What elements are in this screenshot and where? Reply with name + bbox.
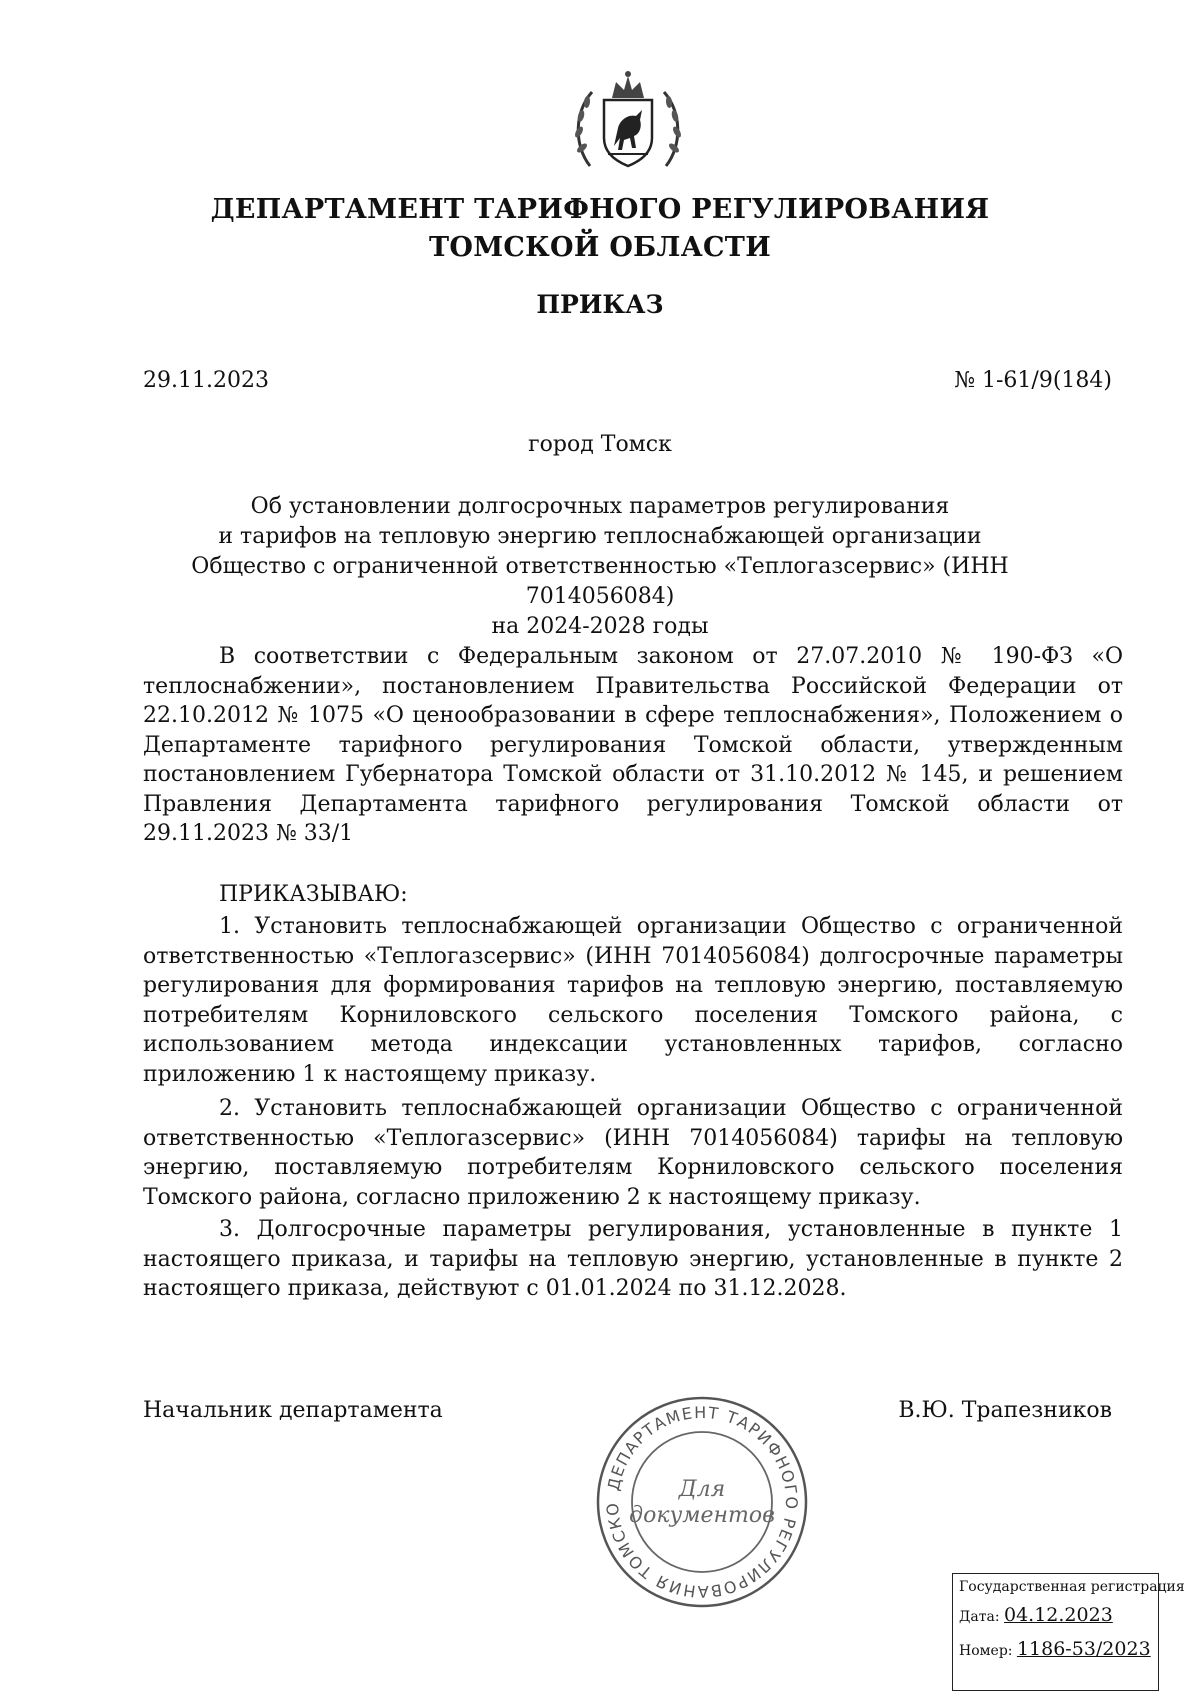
signatory-position: Начальник департамента xyxy=(143,1398,443,1423)
order-date: 29.11.2023 xyxy=(143,368,269,393)
subject-line: на 2024-2028 годы xyxy=(491,614,709,639)
official-stamp xyxy=(592,1392,812,1612)
registration-date-value: 04.12.2023 xyxy=(1004,1604,1113,1626)
order-item-1: 1. Установить теплоснабжающей организации Общество с ограниченной ответственностью «Теплогазсервис» (ИНН 7014056084) долгосрочные параметры регулирования для формирования тарифов на тепловую энергию, поставляемую потребителям Корниловского сельского поселения Томского района, с использованием метода индексации установленных тарифов, согласно приложению 1 к настоящему приказу. xyxy=(143,914,1123,1087)
signatory-name: В.Ю. Трапезников xyxy=(898,1398,1112,1423)
registration-date-label: Дата: xyxy=(959,1609,1000,1625)
legal-basis-paragraph: В соответствии с Федеральным законом от 27.07.2010 № 190-ФЗ «О теплоснабжении», постановлением Правительства Российской Федерации от 22.10.2012 № 1075 «О ценообразовании в сфере теплоснабжения», Положением о Департаменте тарифного регулирования Томской области, утвержденным постановлением Губернатора Томской области от 31.10.2012 № 145, и решением Правления Департамента тарифного регулирования Томской области от 29.11.2023 № 33/1 xyxy=(143,644,1123,846)
department-name-line2: ТОМСКОЙ ОБЛАСТИ xyxy=(428,232,772,263)
registration-number-value: 1186-53/2023 xyxy=(1016,1638,1151,1660)
stamp-ring-text: ДЕПАРТАМЕНТ ТАРИФНОГО РЕГУЛИРОВАНИЯ ТОМСКО xyxy=(602,1402,802,1602)
stamp-center-line1: Для xyxy=(678,1477,726,1502)
order-number: № 1-61/9(184) xyxy=(954,368,1112,393)
subject-line: Общество с ограниченной ответственностью «Теплогазсервис» (ИНН 7014056084) xyxy=(191,554,1009,609)
order-subject xyxy=(130,492,1070,642)
document-type-title: ПРИКАЗ xyxy=(536,290,664,319)
registration-box xyxy=(952,1573,1185,1691)
order-item-2: 2. Установить теплоснабжающей организации Общество с ограниченной ответственностью «Теплогазсервис» (ИНН 7014056084) тарифы на тепловую энергию, поставляемую потребителям Корниловского сельского поселения Томского района, согласно приложению 2 к настоящему приказу. xyxy=(143,1096,1123,1210)
coat-of-arms-emblem xyxy=(568,68,688,176)
stamp-center-line2: документов xyxy=(629,1503,775,1528)
issue-city: город Томск xyxy=(528,432,672,457)
registration-title: Государственная регистрация xyxy=(959,1579,1185,1595)
subject-line: и тарифов на тепловую энергию теплоснабжающей организации xyxy=(218,524,982,549)
decree-word: ПРИКАЗЫВАЮ: xyxy=(219,882,408,907)
registration-number-label: Номер: xyxy=(959,1643,1013,1659)
department-name-line1: ДЕПАРТАМЕНТ ТАРИФНОГО РЕГУЛИРОВАНИЯ xyxy=(210,194,990,225)
subject-line: Об установлении долгосрочных параметров регулирования xyxy=(250,494,950,519)
order-item-3: 3. Долгосрочные параметры регулирования, установленные в пункте 1 настоящего приказа, и тарифы на тепловую энергию, установленные в пункте 2 настоящего приказа, действуют с 01.01.2024 по 31.12.2028. xyxy=(143,1217,1123,1301)
